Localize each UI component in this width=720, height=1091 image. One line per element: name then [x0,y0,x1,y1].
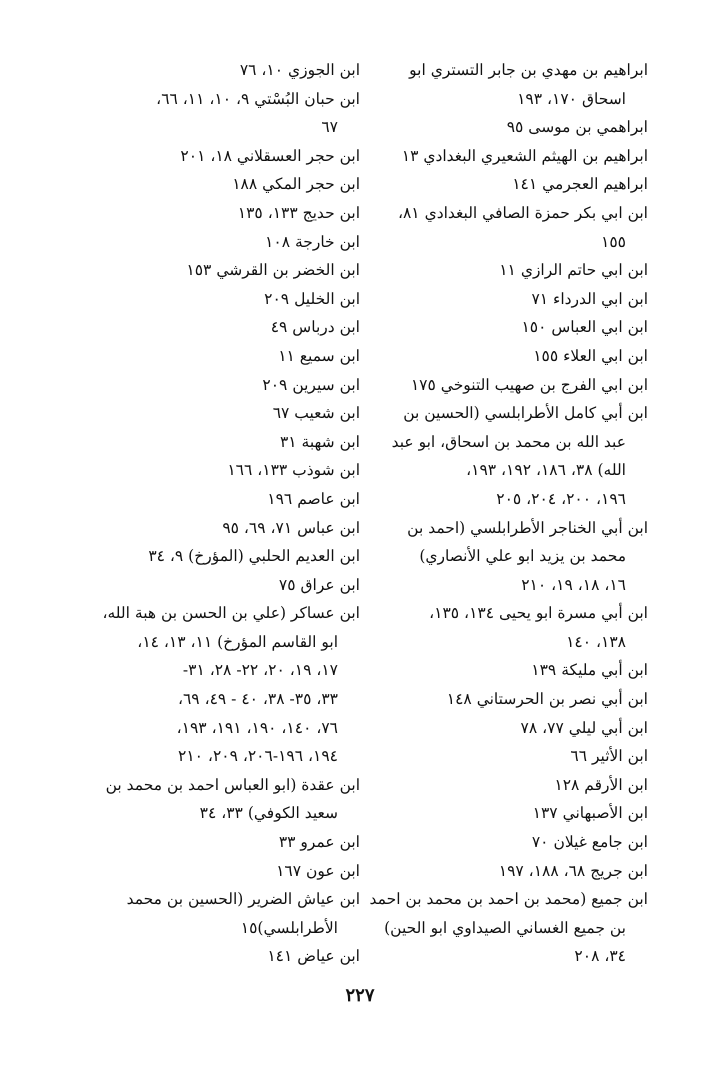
index-entry [348,656,648,685]
index-entry [348,799,648,828]
index-entry [348,828,648,857]
index-entry [60,170,360,199]
index-entry [60,85,360,142]
index-entry [60,142,360,171]
index-entry-line: ابن عقدة (ابو العباس احمد بن محمد بن [105,775,360,794]
index-entry-line: ابن عاصم ١٩٦ [267,489,360,508]
index-entry-continuation: الأطرابلسي)١٥ [240,918,338,937]
index-entry [348,142,648,171]
index-entry [60,56,360,85]
index-entry-line: ابن عون ١٦٧ [276,861,360,880]
index-entry-line: ابن عراق ٧٥ [278,575,360,594]
index-entry-line: ابن ابي العلاء ١٥٥ [533,346,648,365]
index-entry-continuation: ٧٦، ١٤٠، ١٩٠، ١٩١، ١٩٣، [176,718,338,737]
index-entry-line: ابن جميع (محمد بن احمد بن محمد بن احمد [369,890,648,909]
index-entry-continuation: محمد بن يزيد ابو علي الأنصاري) [419,547,626,566]
index-entry-line: ابن شوذب ١٣٣، ١٦٦ [227,461,360,480]
index-entry [60,857,360,886]
index-entry [60,571,360,600]
index-entry [60,256,360,285]
index-entry-line: ابن عمرو ٣٣ [278,833,360,852]
index-entry-line: ابن ابي الفرج بن صهيب التنوخي ١٧٥ [410,375,648,394]
index-entry [348,399,648,513]
index-entry [348,371,648,400]
index-entry-line: ابن الخليل ٢٠٩ [264,289,360,308]
index-entry [348,170,648,199]
index-entry-line: ابن ابي العباس ١٥٠ [521,318,648,337]
index-entry-line: ابن ابي بكر حمزة الصافي البغدادي ٨١، [397,203,648,222]
index-entry-continuation: بن جميع الغساني الصيداوي ابو الحين) [384,918,626,937]
index-entry-line: ابن عباس ٧١، ٦٩، ٩٥ [222,518,360,537]
index-entry-line: ابن جريج ٦٨، ١٨٨، ١٩٧ [498,861,648,880]
index-entry [60,885,360,942]
index-entry [60,228,360,257]
index-entry-line: ابن أبي مليكة ١٣٩ [531,661,648,680]
index-entry-line: ابن عساكر (علي بن الحسن بن هبة الله، [102,604,360,623]
index-entry-line: ابراهيم العجرمي ١٤١ [512,175,648,194]
index-entry-line: ابن أبي الخناجر الأطرابلسي (احمد بن [407,518,648,537]
index-entry-line: ابن حجر المكي ١٨٨ [232,175,360,194]
index-entry-line: ابن سيرين ٢٠٩ [262,375,360,394]
index-entry-line: ابن جامع غيلان ٧٠ [531,833,648,852]
index-entry [60,456,360,485]
index-entry [348,342,648,371]
index-entry [348,742,648,771]
index-entry-continuation: ١٩٦، ٢٠٠، ٢٠٤، ٢٠٥ [496,489,626,508]
index-entry-line: ابراهمي بن موسى ٩٥ [506,118,648,137]
index-entry-line: ابن درباس ٤٩ [270,318,360,337]
index-entry [348,285,648,314]
index-entry-line: ابن عياض ١٤١ [267,947,360,966]
index-entry-line: ابن أبي مسرة ابو يحيى ١٣٤، ١٣٥، [429,604,648,623]
index-entry-continuation: ١٧، ١٩، ٢٠، ٢٢- ٢٨، ٣١- [182,661,338,680]
index-entry [60,428,360,457]
index-entry [60,342,360,371]
index-entry [348,56,648,113]
index-entry-continuation: ١٣٨، ١٤٠ [566,632,626,651]
index-entry-line: ابن العديم الحلبي (المؤرخ) ٩، ٣٤ [148,547,360,566]
index-entry [348,113,648,142]
index-entry [348,857,648,886]
index-column-right [348,56,648,971]
page-number: ٢٢٧ [345,985,375,1006]
index-entry [60,514,360,543]
index-entry [60,371,360,400]
index-entry-continuation: ١٦، ١٨، ١٩، ٢١٠ [521,575,626,594]
index-entry-line: ابن حجر العسقلاني ١٨، ٢٠١ [180,146,360,165]
index-entry-line: ابن عياش الضرير (الحسين بن محمد [126,890,360,909]
index-entry-continuation: الله) ٣٨، ١٨٦، ١٩٢، ١٩٣، [466,461,626,480]
index-entry-continuation: سعيد الكوفي) ٣٣، ٣٤ [199,804,338,823]
index-entry-line: ابن أبي ليلي ٧٧، ٧٨ [520,718,648,737]
index-entry-continuation: اسحاق ١٧٠، ١٩٣ [517,89,626,108]
index-entry-line: ابن حبان البُسْتي ٩، ١٠، ١١، ٦٦، [156,89,360,108]
index-entry-continuation: عبد الله بن محمد بن اسحاق، ابو عبد [391,432,626,451]
index-entry [348,885,648,971]
index-entry-line: ابن الأرقم ١٢٨ [554,775,648,794]
index-entry-continuation: ١٥٥ [601,232,626,251]
index-entry [348,256,648,285]
index-entry-line: ابن الأصبهاني ١٣٧ [532,804,648,823]
index-entry [60,485,360,514]
index-entry [348,714,648,743]
index-entry [348,313,648,342]
index-entry-line: ابن الجوزي ١٠، ٧٦ [239,61,360,79]
index-entry [60,942,360,971]
index-entry [348,199,648,256]
index-entry-line: ابن أبي نصر بن الحرستاني ١٤٨ [446,690,648,709]
index-entry [348,685,648,714]
index-entry [60,199,360,228]
index-entry-line: ابن ابي حاتم الرازي ١١ [499,261,648,280]
index-entry-continuation: ٣٤، ٢٠٨ [574,947,626,966]
index-entry-line: ابن سميع ١١ [278,346,360,365]
index-entry [60,313,360,342]
index-entry-continuation: ١٩٤، ١٩٦-٢٠٦، ٢٠٩، ٢١٠ [178,747,338,766]
index-entry-line: ابن الأثير ٦٦ [570,747,648,766]
index-entry [60,599,360,771]
index-entry [60,771,360,828]
index-entry [60,828,360,857]
index-entry-continuation: ٦٧ [321,118,338,137]
index-entry-line: ابراهيم بن الهيثم الشعيري البغدادي ١٣ [401,146,648,165]
index-column-left [60,56,360,971]
index-entry-line: ابراهيم بن مهدي بن جابر التستري ابو [409,61,648,79]
index-entry-line: ابن شعيب ٦٧ [272,404,360,423]
index-entry [60,542,360,571]
index-entry-line: ابن ابي الدرداء ٧١ [531,289,648,308]
index-entry [60,285,360,314]
index-entry [348,599,648,656]
index-entry [348,514,648,600]
index-entry-continuation: ابو القاسم المؤرخ) ١١، ١٣، ١٤، [137,632,338,651]
index-entry-line: ابن شهبة ٣١ [279,432,360,451]
index-entry-continuation: ٣٣، ٣٥- ٣٨، ٤٠ - ٤٩، ٦٩، [177,690,338,709]
index-entry [60,399,360,428]
index-entry-line: ابن حديج ١٣٣، ١٣٥ [237,203,360,222]
index-entry [348,771,648,800]
index-entry-line: ابن أبي كامل الأطرابلسي (الحسين بن [403,404,648,423]
index-entry-line: ابن الخضر بن القرشي ١٥٣ [186,261,360,280]
index-entry-line: ابن خارجة ١٠٨ [265,232,360,251]
